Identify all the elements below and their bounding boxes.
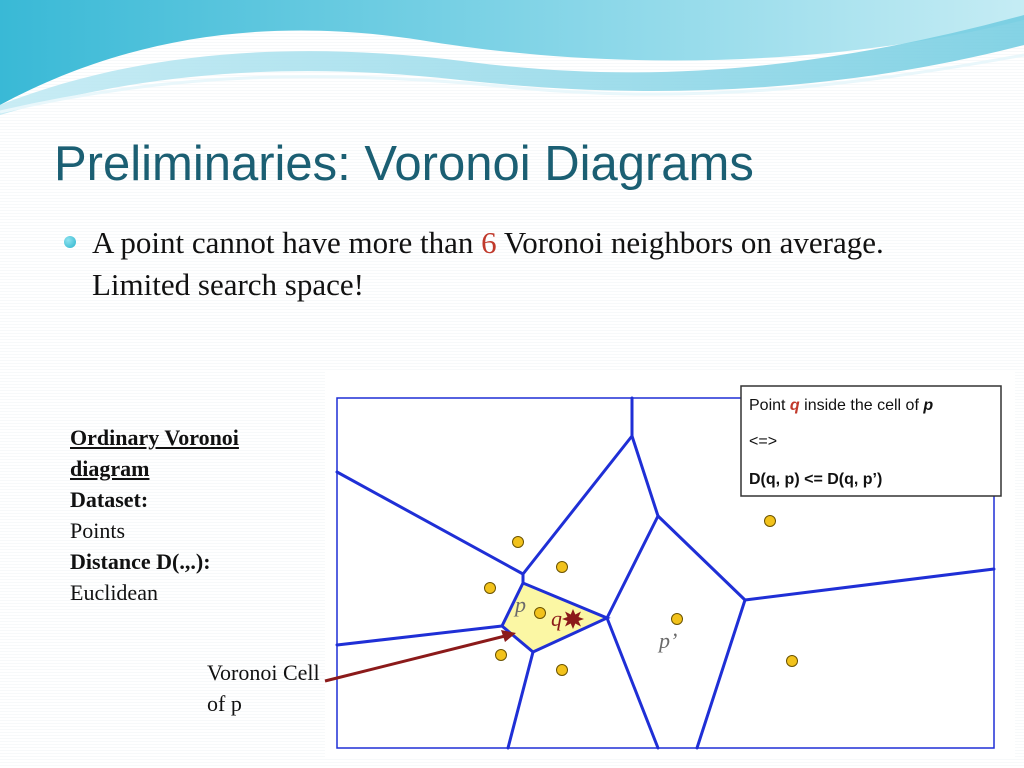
site-point-p <box>535 608 546 619</box>
bullet-highlight-number: 6 <box>481 225 497 260</box>
dataset-value: Points <box>70 518 126 543</box>
distance-label: Distance D(.,.): <box>70 549 211 574</box>
condition-text-mid: inside the cell of <box>799 397 924 414</box>
query-point-star-icon <box>562 609 584 629</box>
notes-heading: Ordinary Voronoi diagram <box>70 425 239 481</box>
condition-var-p: p <box>923 397 934 414</box>
bullet-text-before: A point cannot have more than <box>92 225 482 260</box>
site-point <box>513 537 524 548</box>
site-point-p-prime <box>672 614 683 625</box>
condition-var-q: q <box>789 397 800 414</box>
site-point <box>557 665 568 676</box>
page-title: Preliminaries: Voronoi Diagrams <box>54 137 754 191</box>
site-point <box>787 656 798 667</box>
label-q: q <box>551 606 562 631</box>
condition-line-2: <=> <box>749 433 778 450</box>
dataset-label: Dataset: <box>70 487 149 512</box>
condition-line-1 <box>749 397 933 414</box>
condition-line-3: D(q, p) <= D(q, p’) <box>749 471 883 488</box>
site-point <box>557 562 568 573</box>
condition-text-prefix: Point <box>749 397 790 414</box>
bullet-text-after: Voronoi neighbors on average. Limited search space! <box>92 225 884 302</box>
label-p-prime: p’ <box>659 628 678 653</box>
site-point <box>485 583 496 594</box>
distance-value: Euclidean <box>70 580 158 605</box>
site-point <box>765 516 776 527</box>
voronoi-cell-caption: Voronoi Cell of p <box>207 660 320 716</box>
site-point <box>496 650 507 661</box>
label-p: p <box>515 592 526 617</box>
